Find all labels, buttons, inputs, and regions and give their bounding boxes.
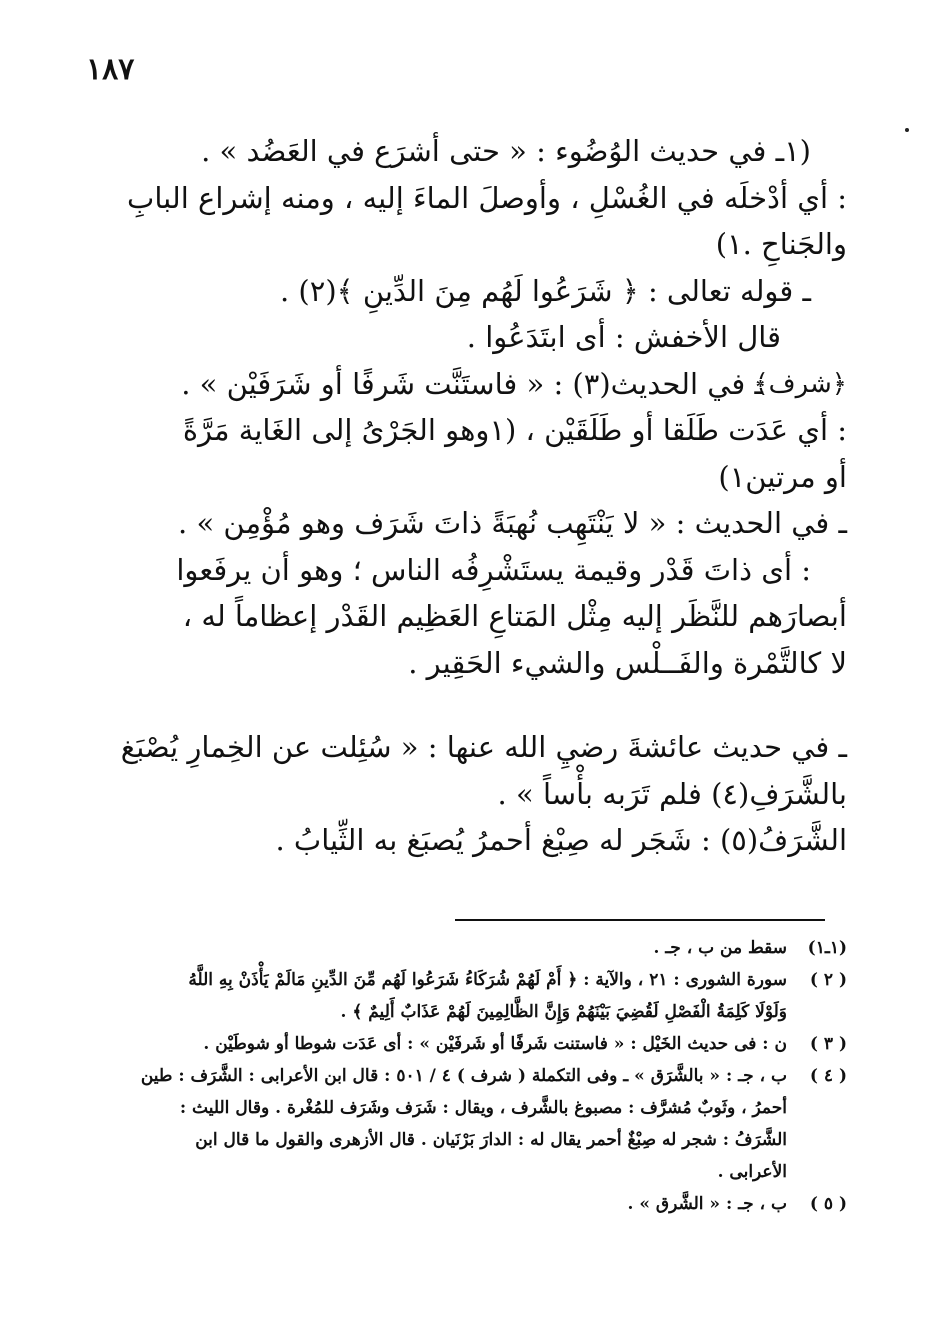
footnote-line: سورة الشورى : ٢١ ، والآية : ﴿ أَمْ لَهُمْ شُرَكَاءُ شَرَعُوا لَهُم مِّنَ الدِّينِ مَالَمْ يَأْذَنْ بِهِ اللَّهُ [188, 970, 787, 990]
body-line: ـ في حديث عائشةَ رضيِ الله عنها : « سُئِلت عن الخِمارِ يُصْبَغ [120, 730, 847, 764]
footnote [77, 1188, 847, 1220]
page-mark-dot [905, 128, 909, 132]
body-line: أبصارَهم للنَّظَر إليه مِثْل المَتاعِ العَظِيم القَدْر إعظاماً له ، [182, 599, 847, 633]
body-line: أو مرتين١) [718, 459, 847, 494]
footnote [77, 932, 847, 964]
entry-line [77, 361, 847, 408]
page-number: ١٨٧ [86, 52, 135, 87]
entry-line-text: ـ في الحديث(٣) : « فاستَنَّت شَرفًا أو شَرَفَيْن » . [181, 366, 763, 401]
footnote-line: الأعرابى . [717, 1162, 787, 1182]
body-line: (١ـ في حديث الوُضُوء : « حتى أشرَع في العَضُد » . [201, 134, 811, 168]
entry-word: ﴿شرف﴾ [753, 368, 847, 399]
footnote-line: سقط من ب ، جـ . [653, 938, 787, 958]
footnote-line: أحمرُ ، وثَوبٌ مُشرَّف : مصبوغ بالشَّرف ، ويقال : شَرَف وشَرَف للمُغْرة . وقال الليث : [179, 1098, 787, 1118]
body-line: بالشَّرَفِ(٤) فلم تَرَبه بأْساً » . [497, 776, 847, 811]
footnotes [77, 932, 847, 1220]
footnote-number: ( ٥ ) [809, 1194, 847, 1214]
paragraph-gap [77, 686, 847, 724]
body-line: : أي عَدَت طَلَقا أو طَلَقَيْن ، (١وهو الجَرْىُ إلى الغَاية مَرَّةً [182, 413, 847, 447]
body-text [77, 128, 847, 864]
body-line: ـ قوله تعالى : ﴿ شَرَعُوا لَهُم مِنَ الدِّينِ ﴾(٢) . [279, 273, 811, 308]
body-line: والجَناحِ .١) [715, 227, 847, 261]
footnote [77, 964, 847, 1028]
footnote-number: (١ـ١) [807, 938, 847, 958]
body-line: الشَّرَفُ(٥) : شَجَر له صِبْغ أحمرُ يُصبَغ به الثِّيابُ . [275, 823, 847, 857]
footnote-line: وَلَوْلَا كَلِمَةُ الْفَصْلِ لَقُضِيَ بَيْنَهُمْ وَإِنَّ الظَّالِمِينَ لَهُمْ عَذَابٌ أَلِيمٌ ﴾ . [340, 1002, 787, 1022]
body-line: : أي أدْخلَه في الغُسْلِ ، وأوصلَ الماءَ إليه ، ومنه إشراع البابِ [127, 180, 847, 215]
footnote [77, 1060, 847, 1188]
body-line: ـ في الحديث : « لا يَنْتَهِب نُهبَةً ذاتَ شَرَف وهو مُؤْمِن » . [178, 506, 847, 540]
footnote-number: ( ٣ ) [809, 1034, 847, 1054]
body-line: قال الأخفش : أى ابتَدَعُوا . [466, 320, 781, 354]
body-line: : أى ذاتَ قَدْر وقيمة يستَشْرِفُه الناس ؛ وهو أن يرفَعوا [176, 552, 811, 587]
footnote-line: ب ، جـ : « الشَّرق » . [627, 1194, 787, 1214]
footnote-line: الشَّرَفُ : شجر له صِبْغٌ أحمر يقال له : الدارَ بَرْنَيان . قال الأزهرى والقول ما قال ابن [195, 1130, 787, 1150]
footnote [77, 1028, 847, 1060]
footnote-line: ن : فى حديث الخَيْل : « فاستنت شَرفًا أو شَرفَيْن » : أى عَدَت شوطا أو شوطَيْن . [203, 1034, 787, 1054]
footnote-number: ( ٢ ) [809, 970, 847, 990]
footnote-separator [455, 919, 825, 921]
footnote-line: ب ، جـ : « بالشَّرَق » ـ وفى التكملة ( شرف ) ٤ / ٥٠١ : قال ابن الأعرابى : الشَّرَف : طين [140, 1066, 787, 1086]
footnote-number: ( ٤ ) [809, 1066, 847, 1086]
body-line: لا كالتَّمْرة والفَــلْس والشيء الحَقِير . [408, 645, 847, 680]
